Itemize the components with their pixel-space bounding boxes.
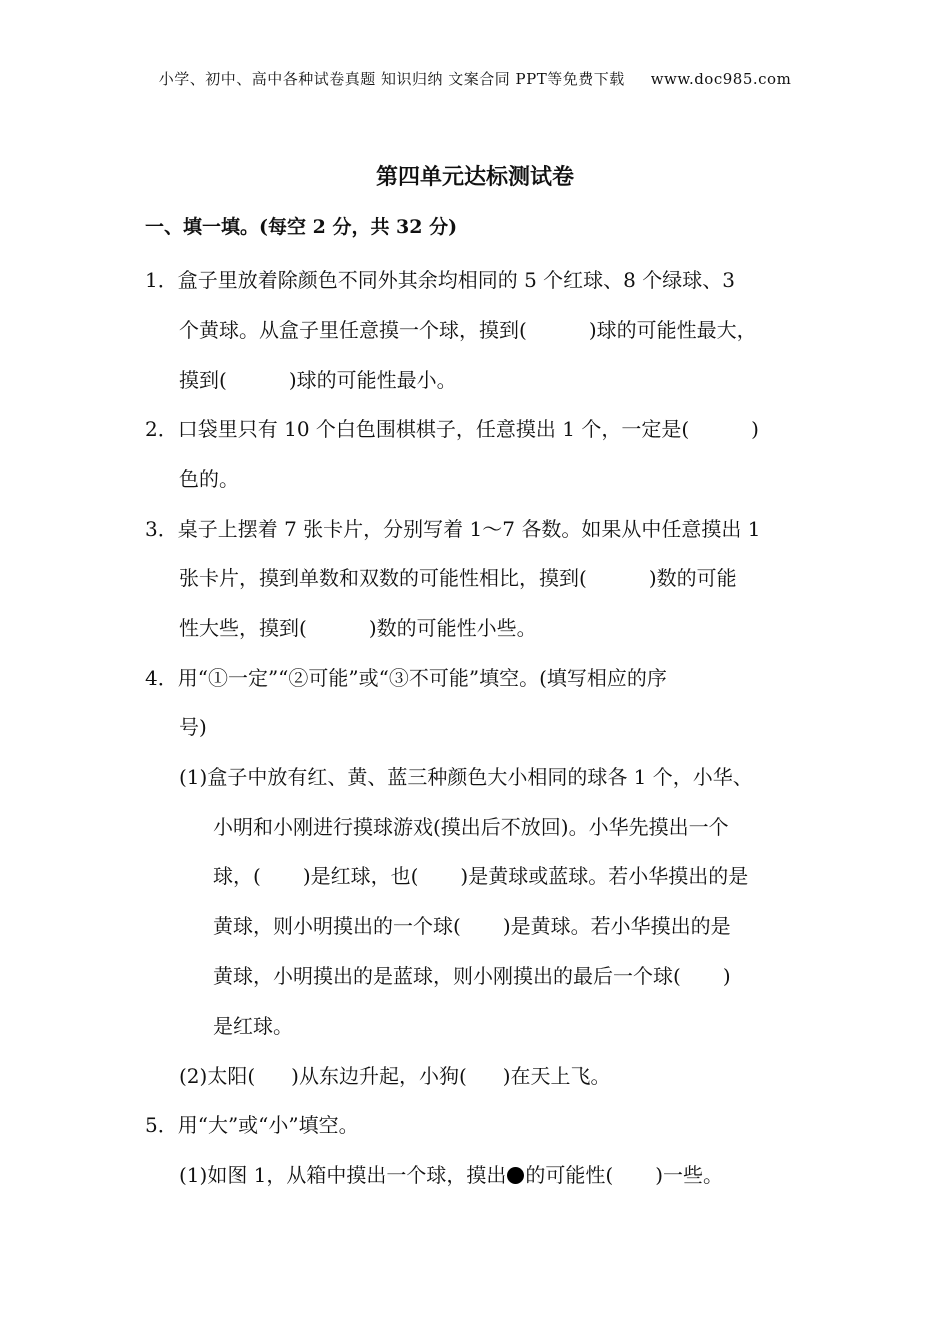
question-number: 3． <box>145 517 178 541</box>
question-number: 4． <box>145 666 178 690</box>
question-3-line-3: 性大些，摸到( )数的可能性小些。 <box>179 616 537 640</box>
question-5-part-1: (1)如图 1，从箱中摸出一个球，摸出 的可能性( )一些。 <box>179 1163 724 1187</box>
question-2-line-1: 2．口袋里只有 10 个白色围棋棋子，任意摸出 1 个，一定是( ) <box>145 417 759 441</box>
question-4-line-1: 4．用“①一定”“②可能”或“③不可能”填空。(填写相应的序 <box>145 666 667 690</box>
page-header <box>0 68 950 89</box>
question-3-line-2: 张卡片，摸到单数和双数的可能性相比，摸到( )数的可能 <box>179 566 737 590</box>
question-1-line-2: 个黄球。从盒子里任意摸一个球，摸到( )球的可能性最大， <box>179 318 757 342</box>
question-4-part-1-line-4: 黄球，则小明摸出的一个球( )是黄球。若小华摸出的是 <box>213 914 731 938</box>
question-number: 5． <box>145 1113 178 1137</box>
question-4-line-2: 号) <box>179 715 207 739</box>
section-heading: 一、填一填。(每空 2 分，共 32 分) <box>145 216 458 238</box>
question-4-part-1-line-5: 黄球，小明摸出的是蓝球，则小刚摸出的最后一个球( ) <box>213 964 731 988</box>
page-title: 第四单元达标测试卷 <box>375 164 574 190</box>
question-1-line-1: 1．盒子里放着除颜色不同外其余均相同的 5 个红球、8 个绿球、3 <box>145 268 735 292</box>
question-number: 1． <box>145 268 178 292</box>
question-3-line-1: 3．桌子上摆着 7 张卡片，分别写着 1～7 各数。如果从中任意摸出 1 <box>145 517 761 541</box>
question-5-line-1: 5．用“大”或“小”填空。 <box>145 1113 359 1137</box>
question-2-line-2: 色的。 <box>179 467 239 491</box>
black-ball-icon <box>507 1167 524 1184</box>
question-4-part-1-line-2: 小明和小刚进行摸球游戏(摸出后不放回)。小华先摸出一个 <box>213 815 729 839</box>
question-1-line-3: 摸到( )球的可能性最小。 <box>179 368 457 392</box>
question-4-part-1-line-1: (1)盒子中放有红、黄、蓝三种颜色大小相同的球各 1 个，小华、 <box>179 765 753 789</box>
question-number: 2． <box>145 417 178 441</box>
header-text: 小学、初中、高中各种试卷真题 知识归纳 文案合同 PPT等免费下载 <box>158 70 625 88</box>
header-url[interactable]: www.doc985.com <box>650 70 792 88</box>
question-4-part-1-line-6: 是红球。 <box>213 1014 293 1038</box>
question-4-part-1-line-3: 球，( )是红球，也( )是黄球或蓝球。若小华摸出的是 <box>213 864 749 888</box>
question-4-part-2: (2)太阳( )从东边升起，小狗( )在天上飞。 <box>179 1064 611 1088</box>
